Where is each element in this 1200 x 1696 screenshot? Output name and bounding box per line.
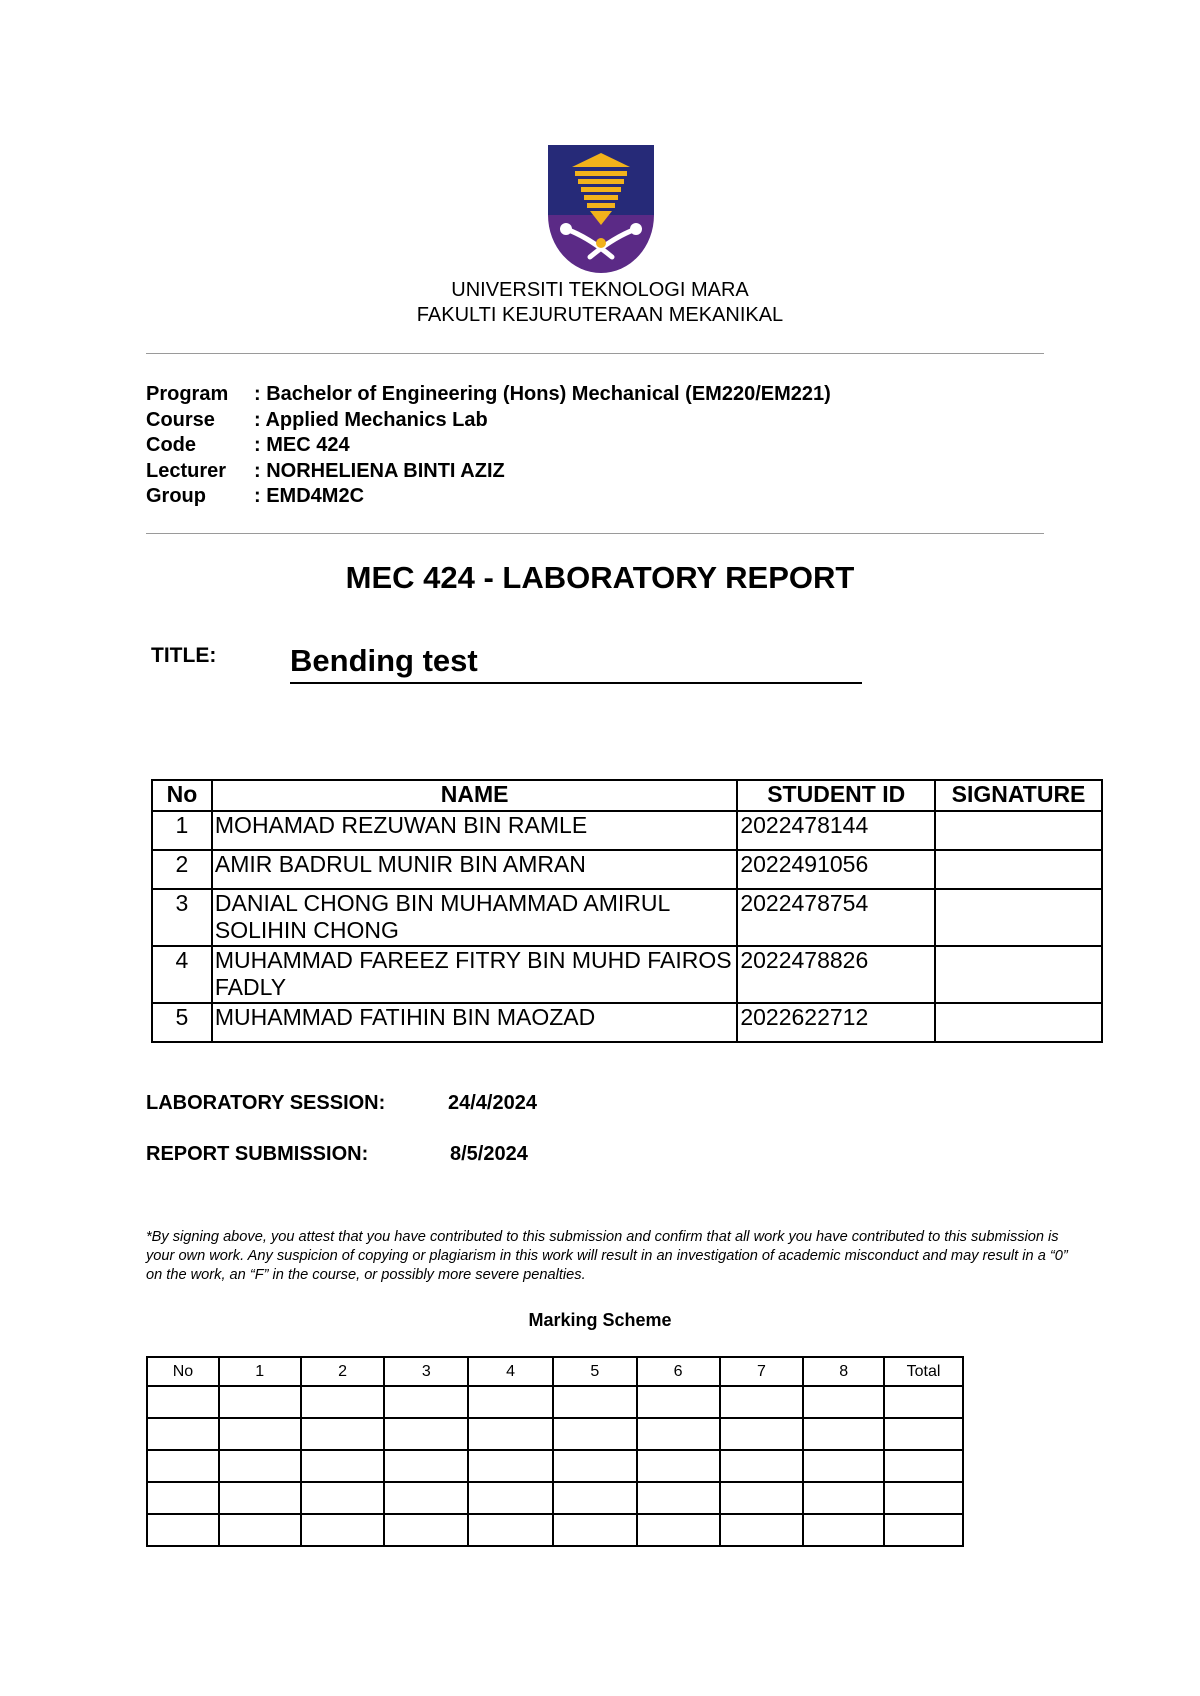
course-info <box>146 382 831 510</box>
lecturer-label: Lecturer <box>146 459 227 482</box>
marking-header-no: No <box>147 1357 219 1386</box>
student-id: 2022478754 <box>737 889 935 946</box>
student-id: 2022622712 <box>737 1003 935 1042</box>
student-id: 2022478826 <box>737 946 935 1003</box>
mark-cell <box>384 1482 468 1514</box>
marking-scheme-table <box>146 1356 964 1547</box>
col-header-student-id: STUDENT ID <box>737 780 935 811</box>
faculty-name: FAKULTI KEJURUTERAAN MEKANIKAL <box>416 304 784 326</box>
marking-row <box>147 1514 963 1546</box>
mark-cell <box>884 1418 963 1450</box>
lab-session-label: LABORATORY SESSION: <box>146 1092 386 1114</box>
marking-row <box>147 1450 963 1482</box>
lab-session <box>146 1092 537 1115</box>
mark-cell <box>637 1418 720 1450</box>
report-submission-date: 8/5/2024 <box>450 1143 528 1165</box>
course-label: Course <box>146 408 215 431</box>
student-signature <box>935 889 1102 946</box>
mark-cell <box>720 1482 804 1514</box>
student-no: 5 <box>152 1003 212 1042</box>
mark-cell <box>147 1386 219 1418</box>
program-label: Program <box>146 383 229 405</box>
report-submission-label: REPORT SUBMISSION: <box>146 1143 369 1165</box>
mark-cell <box>553 1450 637 1482</box>
mark-cell <box>301 1386 385 1418</box>
student-name: MUHAMMAD FATIHIN BIN MAOZAD <box>212 1003 737 1042</box>
report-title: MEC 424 - LABORATORY REPORT <box>345 560 855 595</box>
col-header-no: No <box>152 780 212 811</box>
students-table <box>151 779 1103 1043</box>
marking-header-5: 5 <box>553 1357 637 1386</box>
student-name: DANIAL CHONG BIN MUHAMMAD AMIRUL SOLIHIN CHONG <box>212 889 737 946</box>
mark-cell <box>219 1418 301 1450</box>
marking-header-3: 3 <box>384 1357 468 1386</box>
mark-cell <box>147 1418 219 1450</box>
mark-cell <box>384 1450 468 1482</box>
uitm-crest-icon <box>548 145 654 275</box>
code-label: Code <box>146 434 196 456</box>
student-name: MUHAMMAD FAREEZ FITRY BIN MUHD FAIROS FADLY <box>212 946 737 1003</box>
mark-cell <box>553 1386 637 1418</box>
marking-header-8: 8 <box>803 1357 884 1386</box>
program-value: : Bachelor of Engineering (Hons) Mechanical (EM220/EM221) <box>254 383 831 405</box>
marking-header-2: 2 <box>301 1357 385 1386</box>
mark-cell <box>553 1482 637 1514</box>
mark-cell <box>637 1514 720 1546</box>
marking-header-row <box>147 1357 963 1386</box>
col-header-signature: SIGNATURE <box>935 780 1102 811</box>
marking-header-1: 1 <box>219 1357 301 1386</box>
lecturer-value: : NORHELIENA BINTI AZIZ <box>254 459 505 482</box>
student-signature <box>935 850 1102 889</box>
student-id: 2022478144 <box>737 811 935 850</box>
mark-cell <box>384 1418 468 1450</box>
mark-cell <box>637 1482 720 1514</box>
mark-cell <box>301 1418 385 1450</box>
mark-cell <box>468 1514 553 1546</box>
mark-cell <box>720 1386 804 1418</box>
mark-cell <box>468 1418 553 1450</box>
title-label: TITLE: <box>151 644 217 667</box>
divider-top <box>146 353 1044 354</box>
mark-cell <box>803 1418 884 1450</box>
mark-cell <box>553 1514 637 1546</box>
mark-cell <box>468 1386 553 1418</box>
group-value: : EMD4M2C <box>254 485 365 507</box>
mark-cell <box>219 1450 301 1482</box>
mark-cell <box>803 1386 884 1418</box>
student-no: 4 <box>152 946 212 1003</box>
mark-cell <box>147 1482 219 1514</box>
table-row <box>152 1003 1102 1042</box>
mark-cell <box>884 1514 963 1546</box>
student-name: MOHAMAD REZUWAN BIN RAMLE <box>212 811 737 850</box>
student-signature <box>935 1003 1102 1042</box>
mark-cell <box>553 1418 637 1450</box>
program-row <box>146 382 831 408</box>
marking-row <box>147 1482 963 1514</box>
mark-cell <box>301 1450 385 1482</box>
title-value: Bending test <box>290 641 862 684</box>
mark-cell <box>384 1514 468 1546</box>
marking-header-total: Total <box>884 1357 963 1386</box>
mark-cell <box>884 1450 963 1482</box>
student-signature <box>935 811 1102 850</box>
course-value: : Applied Mechanics Lab <box>254 408 488 431</box>
mark-cell <box>803 1514 884 1546</box>
marking-header-4: 4 <box>468 1357 553 1386</box>
mark-cell <box>147 1514 219 1546</box>
code-row <box>146 433 831 459</box>
mark-cell <box>301 1514 385 1546</box>
lecturer-row <box>146 459 831 485</box>
col-header-name: NAME <box>212 780 737 811</box>
mark-cell <box>219 1482 301 1514</box>
mark-cell <box>803 1482 884 1514</box>
marking-row <box>147 1418 963 1450</box>
divider-bottom <box>146 533 1044 534</box>
mark-cell <box>884 1482 963 1514</box>
mark-cell <box>637 1450 720 1482</box>
marking-header-6: 6 <box>637 1357 720 1386</box>
report-submission <box>146 1143 528 1166</box>
mark-cell <box>720 1418 804 1450</box>
mark-cell <box>884 1386 963 1418</box>
lab-session-date: 24/4/2024 <box>448 1092 537 1114</box>
mark-cell <box>147 1450 219 1482</box>
marking-row <box>147 1386 963 1418</box>
code-value: : MEC 424 <box>254 434 350 456</box>
mark-cell <box>384 1386 468 1418</box>
mark-cell <box>219 1386 301 1418</box>
university-name: UNIVERSITI TEKNOLOGI MARA <box>451 279 749 301</box>
student-signature <box>935 946 1102 1003</box>
group-row <box>146 484 831 510</box>
student-no: 1 <box>152 811 212 850</box>
mark-cell <box>219 1514 301 1546</box>
mark-cell <box>468 1450 553 1482</box>
students-header-row <box>152 780 1102 811</box>
mark-cell <box>637 1386 720 1418</box>
student-name: AMIR BADRUL MUNIR BIN AMRAN <box>212 850 737 889</box>
table-row <box>152 850 1102 889</box>
table-row <box>152 946 1102 1003</box>
attestation-note: *By signing above, you attest that you have contributed to this submission and confirm that all work you have contributed to this submission is your own work. Any suspicion of copying or plagiarism in this work will result in an investigation of academic misconduct and may result in a “0” on the work, an “F” in the course, or possibly more severe penalties. <box>146 1229 1068 1283</box>
mark-cell <box>803 1450 884 1482</box>
mark-cell <box>720 1514 804 1546</box>
course-row <box>146 408 831 434</box>
mark-cell <box>301 1482 385 1514</box>
marking-header-7: 7 <box>720 1357 804 1386</box>
table-row <box>152 889 1102 946</box>
student-id: 2022491056 <box>737 850 935 889</box>
student-no: 3 <box>152 889 212 946</box>
marking-scheme-title: Marking Scheme <box>528 1310 672 1330</box>
group-label: Group <box>146 485 206 507</box>
mark-cell <box>468 1482 553 1514</box>
mark-cell <box>720 1450 804 1482</box>
student-no: 2 <box>152 850 212 889</box>
table-row <box>152 811 1102 850</box>
